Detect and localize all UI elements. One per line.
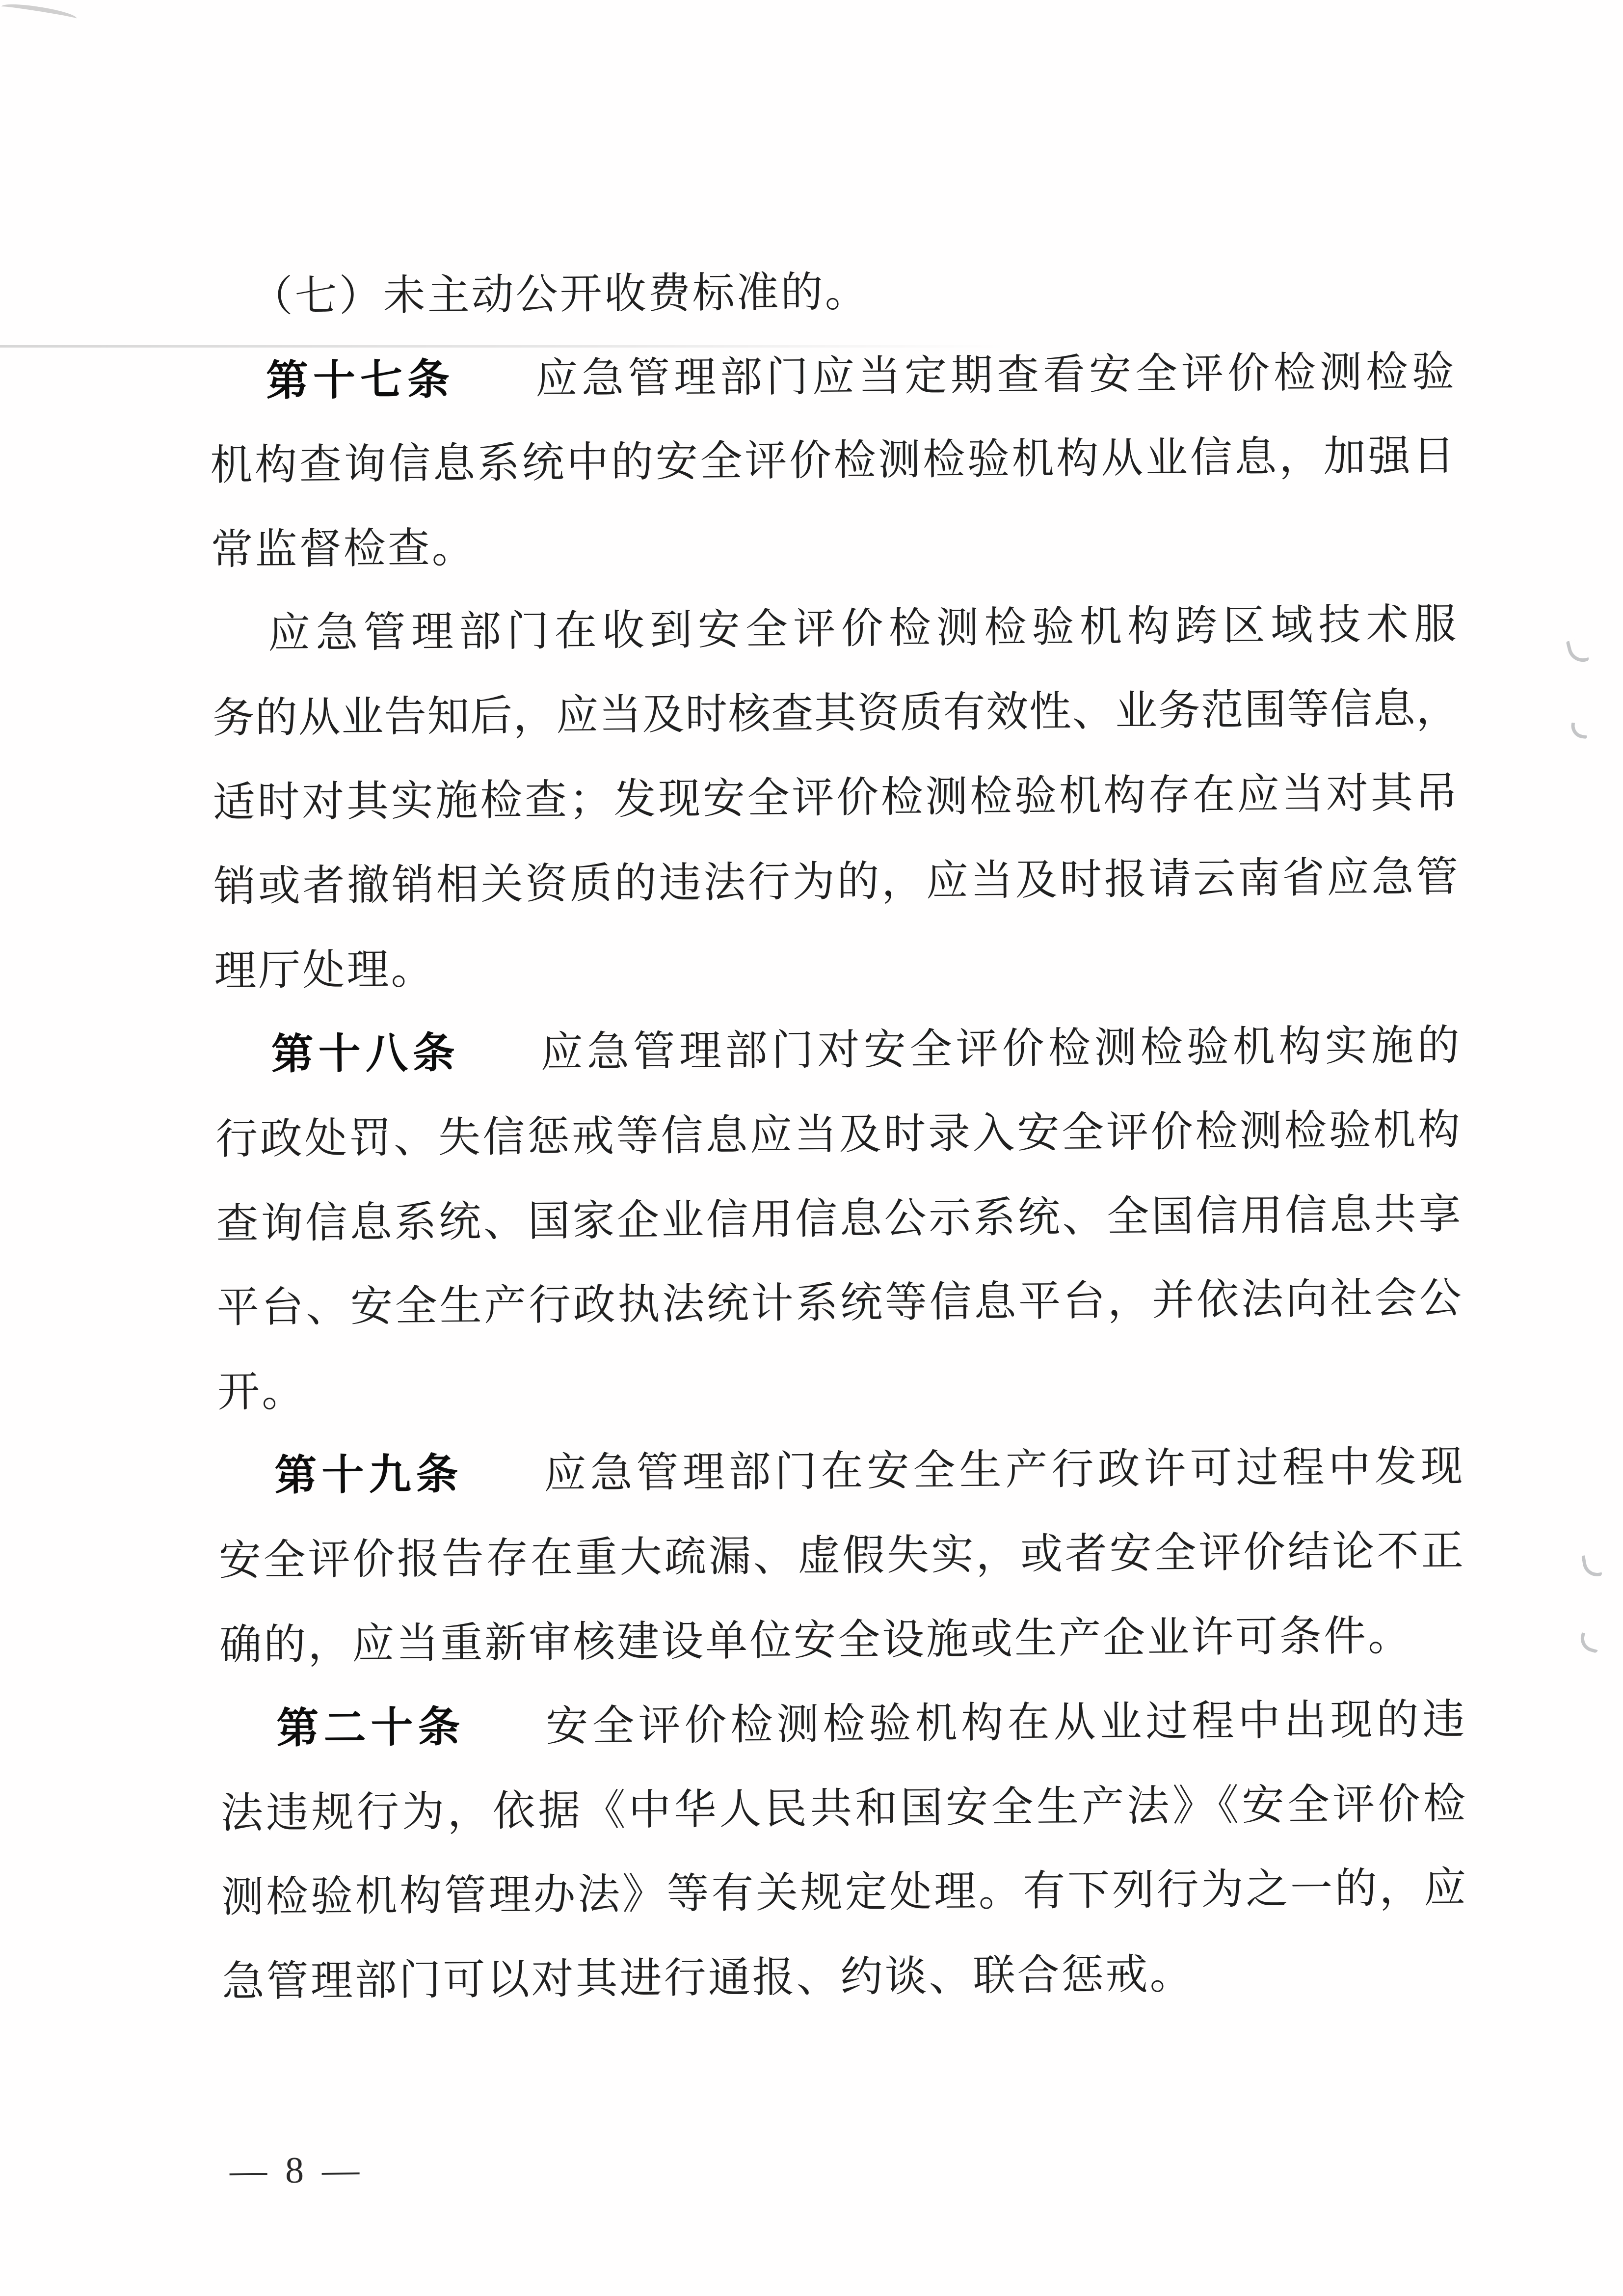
text-line: 机构查询信息系统中的安全评价检测检验机构从业信息，加强日 [210, 432, 1457, 489]
article-17-heading: 第十七条 [266, 355, 455, 405]
article-18-lead-text: 应急管理部门对安全评价检测检验机构实施的 [540, 1022, 1462, 1077]
page-number: — 8 — [229, 2149, 363, 2192]
text-line: 确的，应当重新审核建设单位安全设施或生产企业许可条件。 [219, 1612, 1412, 1669]
scan-artifact-mark [1577, 1632, 1601, 1653]
text-line-article-18 [214, 1003, 1462, 1098]
text-line: 平台、安全生产行政执法统计系统等信息平台，并依法向社会公 [216, 1274, 1464, 1332]
text-line: 查询信息系统、国家企业信用信息公示系统、全国信用信息共享 [216, 1190, 1463, 1247]
text-line: 急管理部门可以对其进行通报、约谈、联合惩戒。 [222, 1950, 1194, 2005]
article-19-lead-text: 应急管理部门在安全生产行政许可过程中发现 [544, 1443, 1465, 1498]
text-line: 开。 [217, 1368, 306, 1416]
text-line-article-20 [220, 1677, 1467, 1772]
text-line: 测检验机构管理办法》等有关规定处理。有下列行为之一的，应 [221, 1864, 1468, 1921]
text-line-paragraph-start: 应急管理部门在收到安全评价检测检验机构跨区域技术服 [267, 600, 1459, 657]
article-20-heading: 第二十条 [276, 1703, 465, 1753]
document-text-block [209, 245, 1469, 2024]
text-line: 行政处罚、失信惩戒等信息应当及时录入安全评价检测检验机构 [215, 1106, 1463, 1163]
scan-artifact-corner-smudge [0, 1, 78, 24]
scan-artifact-mark [1566, 637, 1590, 665]
scan-artifact-mark [1570, 723, 1589, 739]
text-line: 适时对其实施检查；发现安全评价检测检验机构存在应当对其吊 [213, 769, 1460, 826]
text-line: 销或者撤销相关资质的违法行为的，应当及时报请云南省应急管 [213, 853, 1461, 911]
article-18-heading: 第十八条 [271, 1029, 460, 1079]
text-line-article-19 [218, 1425, 1465, 1519]
article-19-heading: 第十九条 [274, 1451, 463, 1500]
text-line: 法违规行为，依据《中华人民共和国安全生产法》《安全评价检 [220, 1780, 1468, 1837]
text-line: 安全评价报告存在重大疏漏、虚假失实，或者安全评价结论不正 [218, 1527, 1466, 1584]
article-17-lead-text: 应急管理部门应当定期查看安全评价检测检验 [535, 348, 1457, 403]
text-line: 理厅处理。 [214, 945, 435, 995]
scan-artifact-mark [1581, 1553, 1602, 1578]
text-line-article-17 [209, 330, 1456, 424]
article-20-lead-text: 安全评价检测检验机构在从业过程中出现的违 [546, 1696, 1467, 1750]
text-line: 常监督检查。 [211, 524, 477, 573]
text-line-item-seven: （七）未主动公开收费标准的。 [250, 268, 870, 321]
text-line: 务的从业告知后，应当及时核查其资质有效性、业务范围等信息， [212, 684, 1459, 742]
